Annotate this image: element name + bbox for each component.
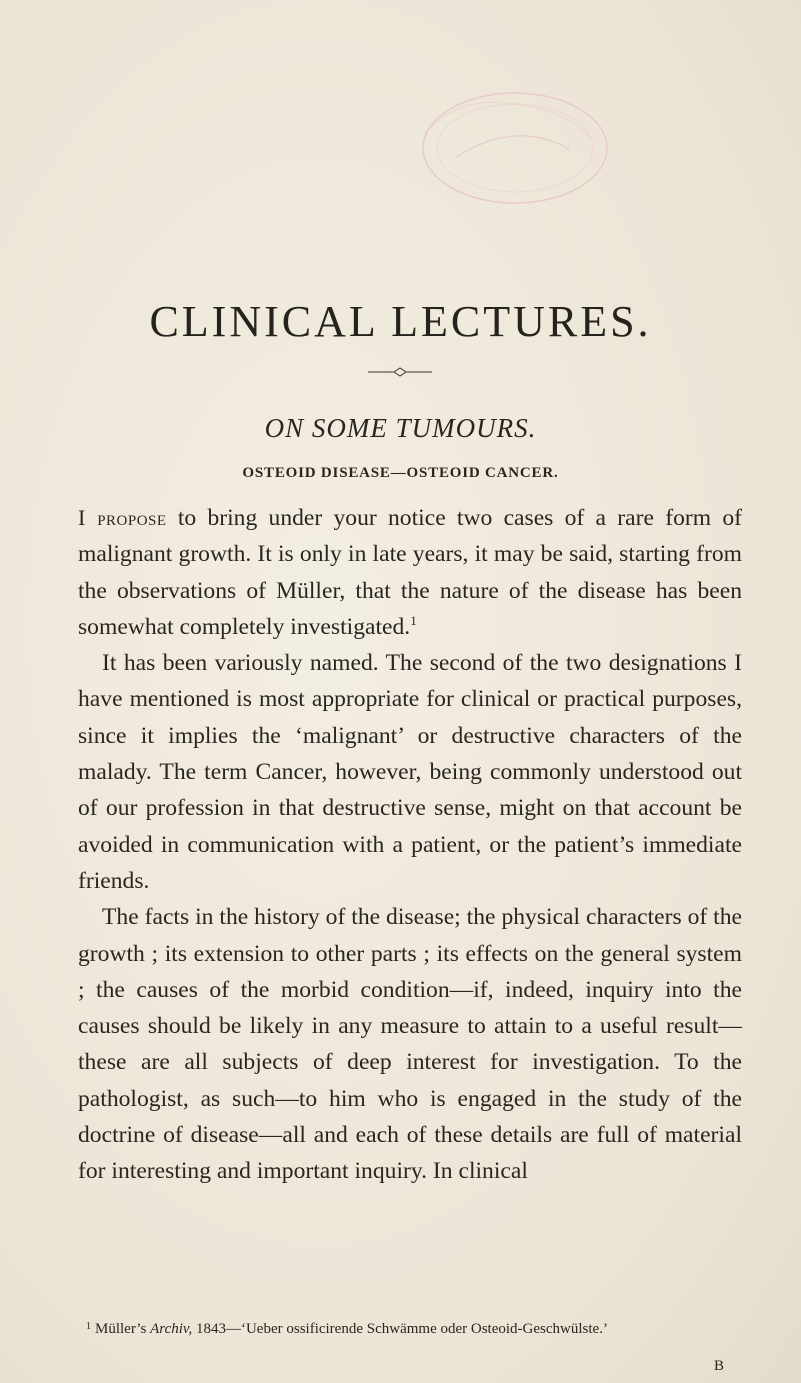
title-divider-ornament (368, 366, 432, 378)
paragraph-lead-caps: I propose (78, 505, 167, 530)
page-title: CLINICAL LECTURES. (149, 297, 652, 346)
paragraph-3: The facts in the history of the disease; the physical characters of the growth ; its extension to other parts ; its effects on the general system ; the causes of the morbid condition—if, indeed, inquiry into the causes should be likely in any measure to attain to a useful result—these are all subjects of deep interest for investigation. To the pathologist, as such—to him who is engaged in the study of the doctrine of disease—all and each of these details are full of material for interesting and important inquiry. In clinical (78, 904, 742, 1185)
footnote-rest: 1843—‘Ueber ossificirende Schwämme oder Osteoid-Geschwülste.’ (192, 1321, 608, 1337)
paragraph-1 (78, 500, 742, 645)
library-stamp (395, 78, 610, 213)
footnote-prefix: Müller’s (95, 1321, 151, 1337)
footnote (78, 1316, 742, 1340)
paragraph-1-text: to bring under your notice two cases of a rare form of malignant growth. It is only in late years, it may be said, starting from the observations of Müller, that the nature of the disease has been somewhat completely investigated. (78, 505, 742, 640)
paragraph-2: It has been variously named. The second of the two designations I have mentioned is most appropriate for clinical or practical purposes, since it implies the ‘malignant’ or destructive characters of the malady. The term Cancer, however, being commonly understood out of our profession in that destructive sense, might on that account be avoided in communication with a patient, or the patient’s immediate friends. (78, 650, 742, 894)
footnote-journal: Archiv, (150, 1321, 193, 1337)
section-heading: OSTEOID DISEASE—OSTEOID CANCER. (242, 465, 559, 481)
footnote-reference: 1 (410, 613, 417, 629)
footnote-mark: 1 (86, 1321, 91, 1332)
lecture-subtitle: ON SOME TUMOURS. (264, 413, 537, 443)
body-text (78, 500, 742, 1190)
signature-mark: B (714, 1358, 725, 1374)
